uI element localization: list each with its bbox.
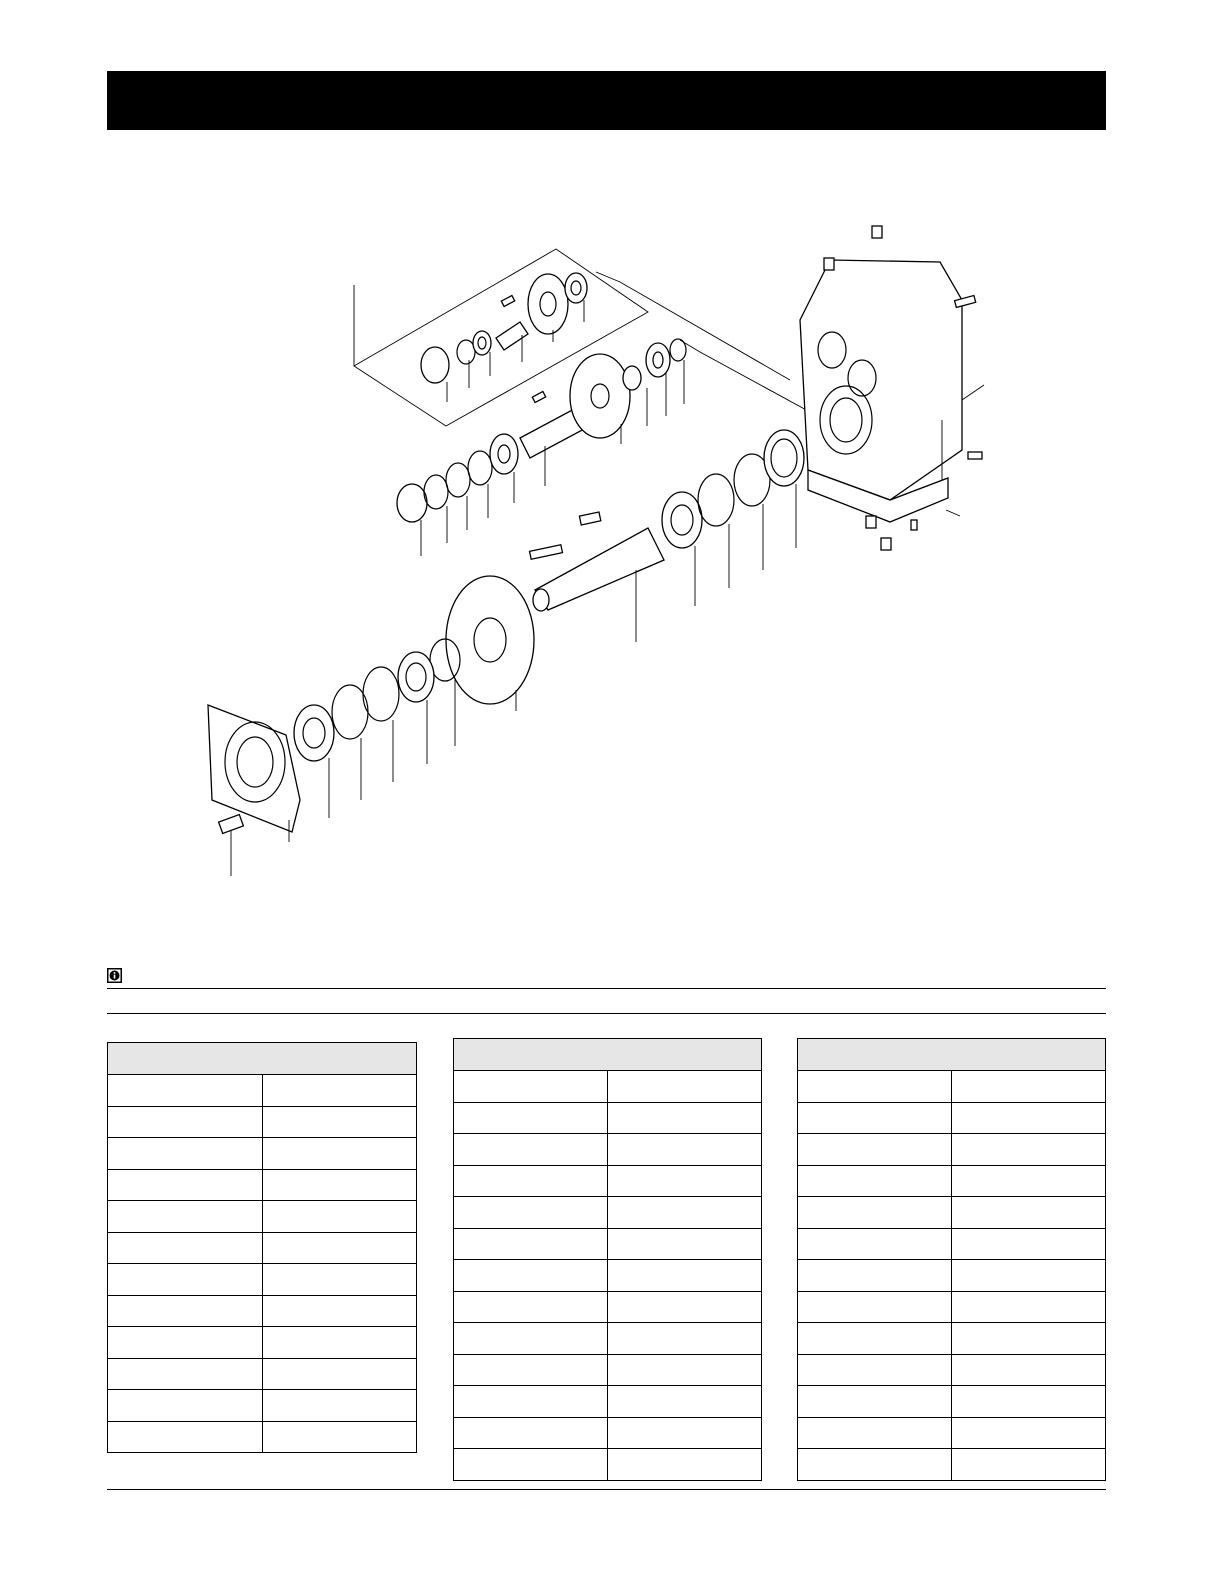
table-row: [108, 1169, 417, 1201]
part-number-cell: [108, 1232, 263, 1264]
parts-table-header: [798, 1039, 1106, 1071]
part-description-cell: [952, 1291, 1106, 1323]
gearbox-housing: [800, 226, 982, 550]
table-row: [454, 1323, 762, 1355]
part-number-cell: [108, 1390, 263, 1422]
part-number-cell: [454, 1417, 608, 1449]
table-row: [454, 1291, 762, 1323]
table-row: [108, 1421, 417, 1453]
part-number-cell: [108, 1264, 263, 1296]
part-description-cell: [262, 1138, 417, 1170]
table-row: [454, 1386, 762, 1418]
part-number-cell: [454, 1228, 608, 1260]
part-description-cell: [952, 1260, 1106, 1292]
part-number-cell: [798, 1386, 952, 1418]
part-number-cell: [798, 1323, 952, 1355]
part-description-cell: [952, 1323, 1106, 1355]
flange-cover: [208, 705, 300, 833]
table-row: [108, 1106, 417, 1138]
table-row: [798, 1260, 1106, 1292]
output-shaft-parts: [294, 430, 804, 761]
part-number-cell: [798, 1134, 952, 1166]
table-row: [454, 1197, 762, 1229]
part-description-cell: [262, 1264, 417, 1296]
part-number-cell: [798, 1417, 952, 1449]
table-row: [798, 1165, 1106, 1197]
parts-table-header: [454, 1039, 762, 1071]
part-number-cell: [798, 1228, 952, 1260]
part-number-cell: [108, 1138, 263, 1170]
part-description-cell: [608, 1228, 762, 1260]
upper-subassembly-parts: [421, 273, 587, 383]
parts-table-1: [107, 1042, 417, 1453]
part-number-cell: [108, 1075, 263, 1107]
table-row: [454, 1417, 762, 1449]
part-number-cell: [108, 1106, 263, 1138]
table-row: [454, 1260, 762, 1292]
table-row: [454, 1449, 762, 1481]
part-description-cell: [952, 1228, 1106, 1260]
parts-table-header: [108, 1043, 417, 1075]
part-description-cell: [952, 1354, 1106, 1386]
part-description-cell: [952, 1134, 1106, 1166]
table-row: [108, 1358, 417, 1390]
part-number-cell: [798, 1449, 952, 1481]
part-description-cell: [952, 1071, 1106, 1103]
table-row: [798, 1323, 1106, 1355]
part-description-cell: [608, 1260, 762, 1292]
part-number-cell: [798, 1291, 952, 1323]
part-number-cell: [798, 1102, 952, 1134]
table-row: [108, 1390, 417, 1422]
parts-table-3: [797, 1038, 1106, 1481]
part-number-cell: [454, 1449, 608, 1481]
table-row: [798, 1417, 1106, 1449]
part-description-cell: [608, 1134, 762, 1166]
part-description-cell: [262, 1421, 417, 1453]
part-description-cell: [952, 1417, 1106, 1449]
part-description-cell: [262, 1295, 417, 1327]
table-row: [108, 1264, 417, 1296]
part-description-cell: [262, 1075, 417, 1107]
part-number-cell: [108, 1169, 263, 1201]
part-description-cell: [262, 1390, 417, 1422]
table-row: [454, 1354, 762, 1386]
part-number-cell: [798, 1354, 952, 1386]
table-row: [798, 1449, 1106, 1481]
note-divider-bottom: [107, 1013, 1106, 1014]
part-number-cell: [454, 1165, 608, 1197]
table-row: [798, 1354, 1106, 1386]
part-description-cell: [262, 1327, 417, 1359]
part-number-cell: [454, 1323, 608, 1355]
part-number-cell: [454, 1134, 608, 1166]
part-description-cell: [262, 1201, 417, 1233]
part-description-cell: [952, 1102, 1106, 1134]
table-row: [108, 1138, 417, 1170]
table-row: [454, 1071, 762, 1103]
part-number-cell: [108, 1201, 263, 1233]
part-description-cell: [608, 1323, 762, 1355]
part-description-cell: [262, 1358, 417, 1390]
part-description-cell: [952, 1449, 1106, 1481]
part-description-cell: [608, 1102, 762, 1134]
part-description-cell: [608, 1291, 762, 1323]
part-number-cell: [108, 1327, 263, 1359]
table-row: [454, 1102, 762, 1134]
part-number-cell: [454, 1386, 608, 1418]
part-number-cell: [798, 1071, 952, 1103]
part-number-cell: [108, 1421, 263, 1453]
part-description-cell: [608, 1449, 762, 1481]
part-number-cell: [454, 1102, 608, 1134]
table-row: [108, 1295, 417, 1327]
part-number-cell: [454, 1260, 608, 1292]
parts-table-2: [453, 1038, 762, 1481]
part-number-cell: [108, 1295, 263, 1327]
table-row: [798, 1102, 1106, 1134]
table-row: [798, 1228, 1106, 1260]
part-description-cell: [952, 1165, 1106, 1197]
part-description-cell: [262, 1232, 417, 1264]
table-row: [798, 1197, 1106, 1229]
table-row: [454, 1165, 762, 1197]
table-row: [454, 1228, 762, 1260]
table-row: [798, 1386, 1106, 1418]
part-description-cell: [608, 1197, 762, 1229]
table-row: [108, 1327, 417, 1359]
part-description-cell: [608, 1165, 762, 1197]
part-description-cell: [952, 1197, 1106, 1229]
table-row: [454, 1134, 762, 1166]
part-number-cell: [454, 1071, 608, 1103]
part-number-cell: [454, 1197, 608, 1229]
part-description-cell: [952, 1386, 1106, 1418]
part-number-cell: [798, 1260, 952, 1292]
info-icon: [107, 968, 122, 983]
table-row: [798, 1071, 1106, 1103]
part-number-cell: [454, 1354, 608, 1386]
part-description-cell: [262, 1169, 417, 1201]
table-row: [108, 1201, 417, 1233]
table-row: [798, 1134, 1106, 1166]
table-row: [108, 1232, 417, 1264]
part-number-cell: [454, 1291, 608, 1323]
part-number-cell: [108, 1358, 263, 1390]
part-description-cell: [608, 1354, 762, 1386]
part-number-cell: [798, 1197, 952, 1229]
part-description-cell: [608, 1386, 762, 1418]
part-description-cell: [608, 1071, 762, 1103]
table-row: [798, 1291, 1106, 1323]
part-description-cell: [608, 1417, 762, 1449]
part-number-cell: [798, 1165, 952, 1197]
table-row: [108, 1075, 417, 1107]
part-description-cell: [262, 1106, 417, 1138]
note-divider-top: [107, 988, 1106, 989]
footer-divider: [107, 1489, 1106, 1490]
